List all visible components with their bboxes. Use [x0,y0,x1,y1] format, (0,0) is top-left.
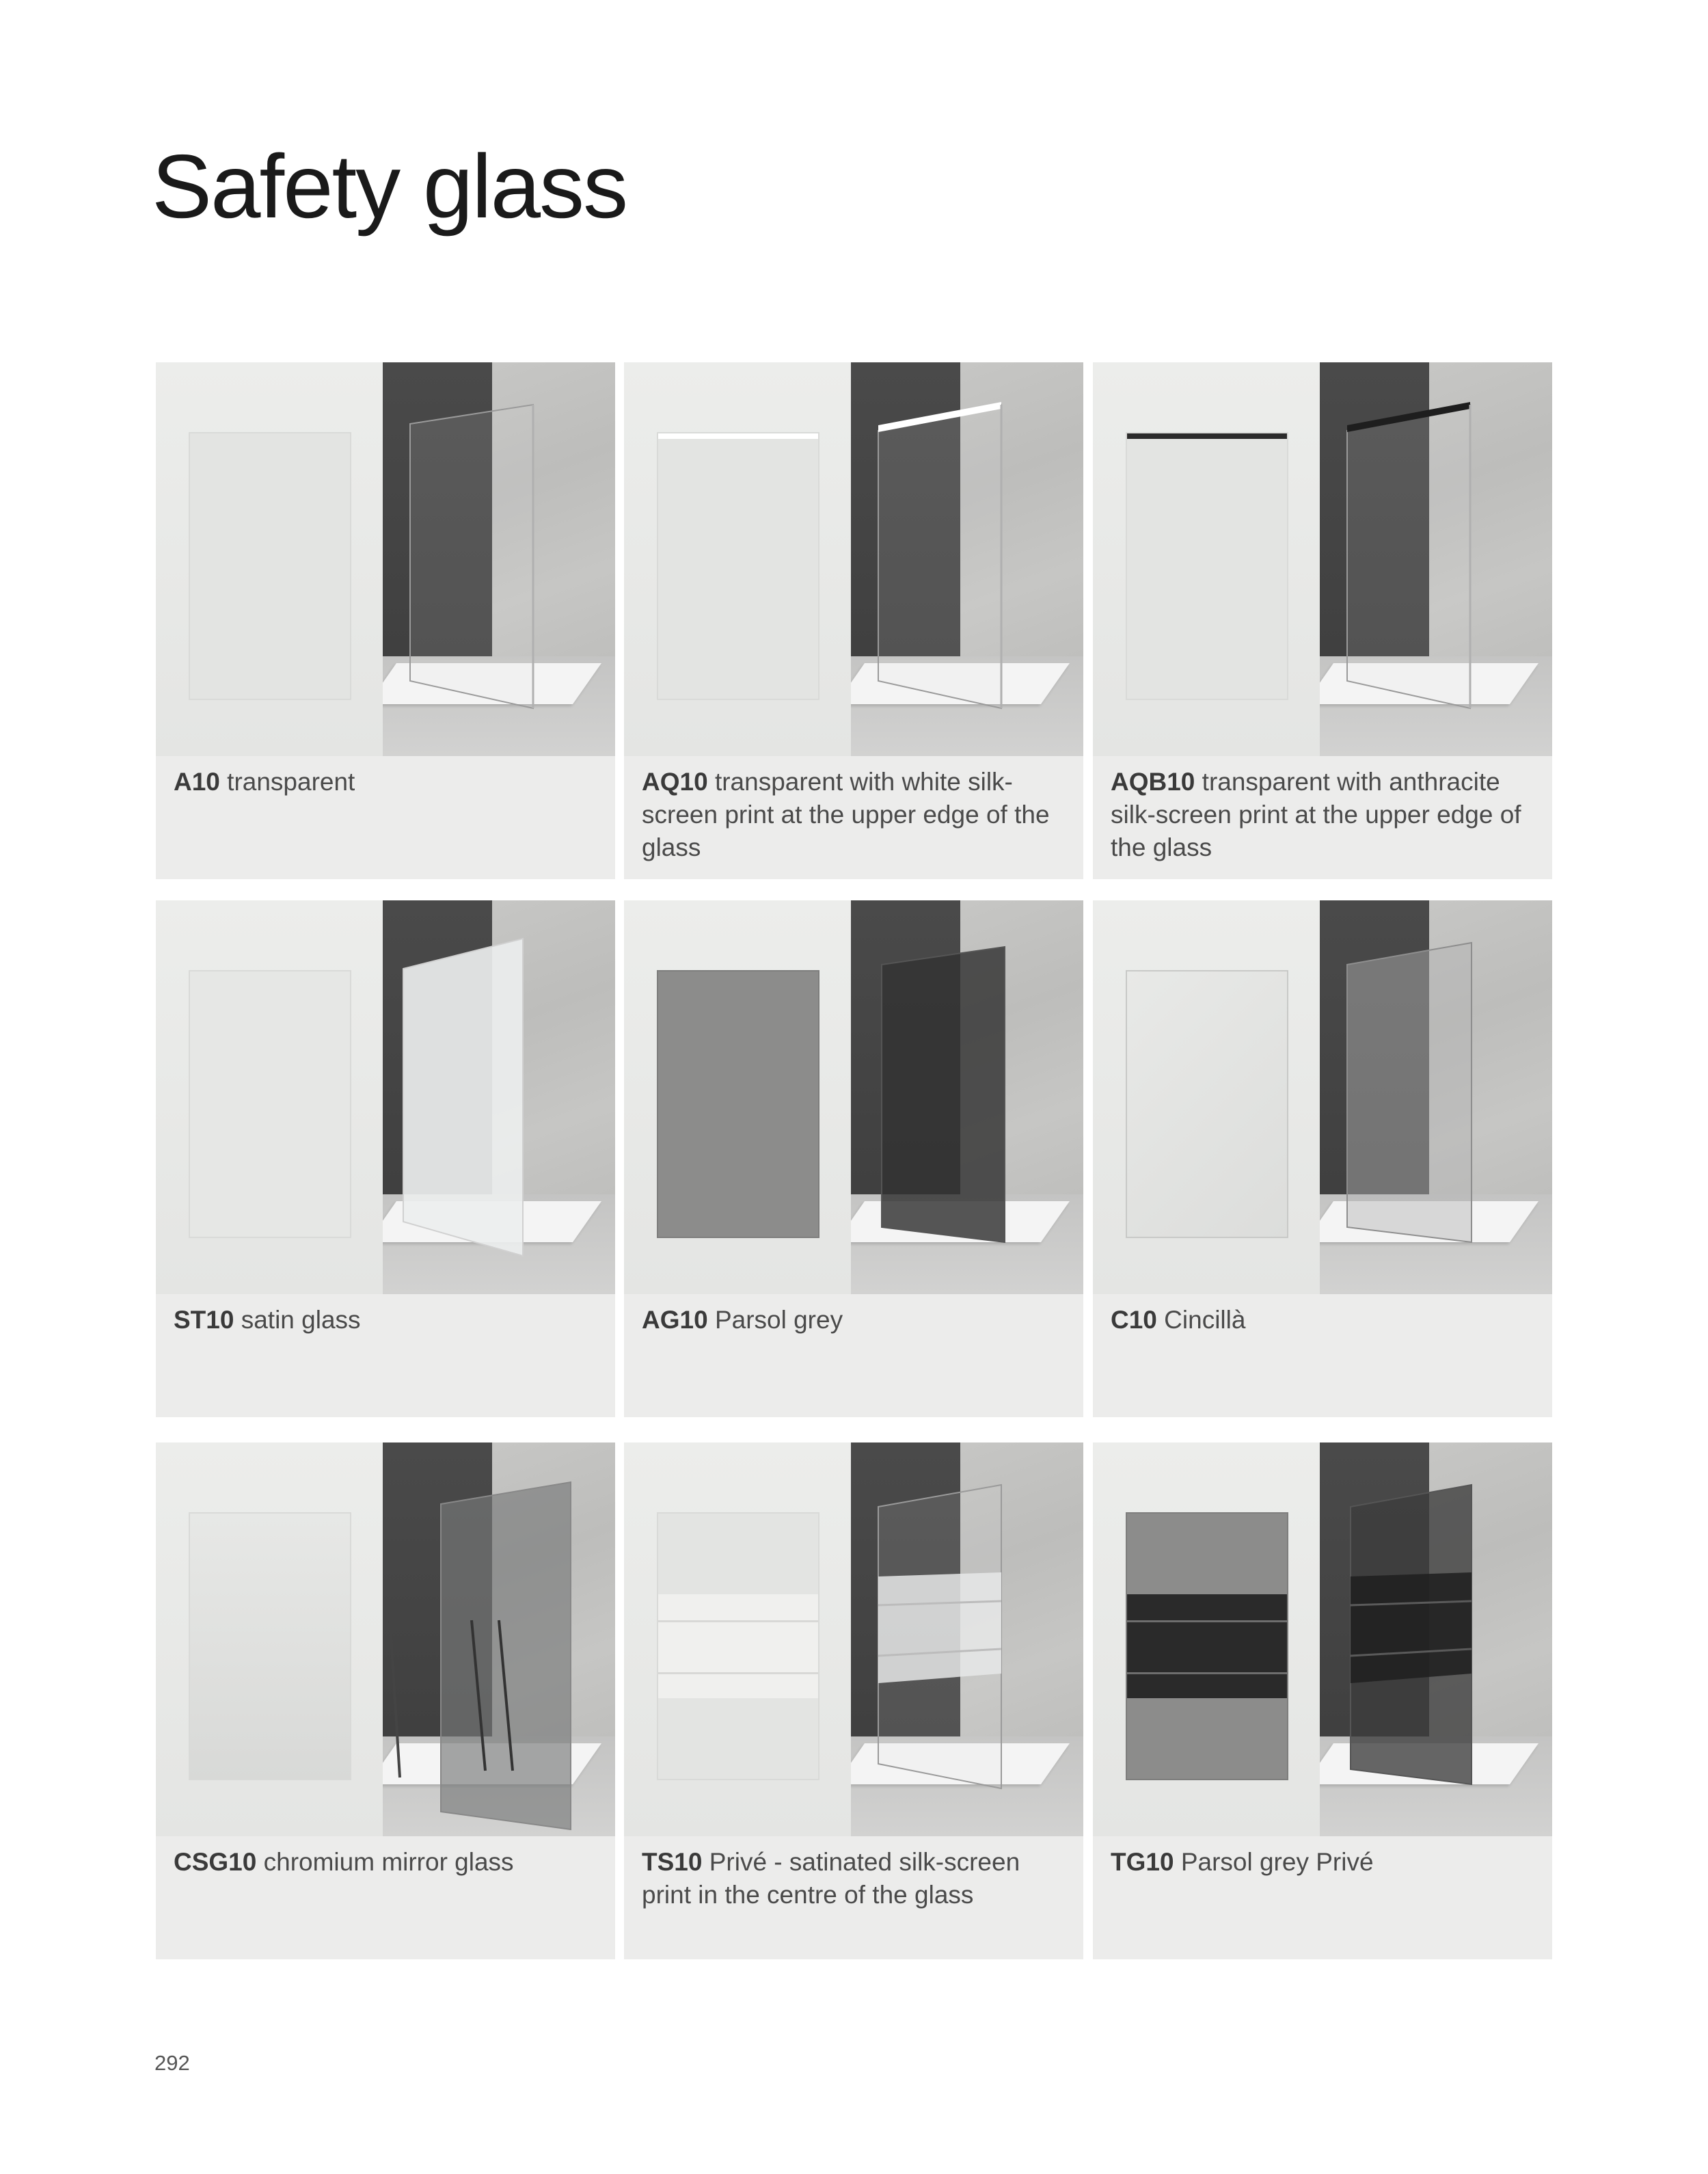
product-description: Parsol grey [714,1306,843,1334]
shower-scene [1320,900,1552,1294]
glass-swatch [189,1512,351,1780]
product-caption [642,1304,1072,1337]
product-card-ts10 [624,1442,1083,1959]
shower-scene [851,1442,1083,1836]
glass-swatch [657,970,819,1238]
product-image [1093,900,1552,1294]
glass-swatch [189,970,351,1238]
product-card-a10 [156,362,615,879]
product-code: AG10 [642,1306,708,1334]
shower-scene [1320,362,1552,756]
product-image [624,362,1083,756]
glass-swatch [1126,432,1288,700]
product-description: Privé - satinated silk-screen print in the centre of the glass [642,1848,1020,1909]
shower-scene [1320,1442,1552,1836]
product-code: CSG10 [174,1848,257,1876]
product-card-ag10 [624,900,1083,1417]
product-description: Parsol grey Privé [1180,1848,1374,1876]
glass-swatch [189,432,351,700]
product-code: AQ10 [642,768,708,796]
product-caption [174,766,604,799]
product-image [156,900,615,1294]
product-card-csg10 [156,1442,615,1959]
product-image [156,362,615,756]
product-description: satin glass [241,1306,361,1334]
product-code: ST10 [174,1306,234,1334]
page-number: 292 [154,2051,190,2075]
product-card-c10 [1093,900,1552,1417]
glass-swatch [1126,970,1288,1238]
product-code: TS10 [642,1848,703,1876]
product-card-tg10 [1093,1442,1552,1959]
page-title: Safety glass [152,136,627,237]
product-caption [642,1846,1072,1911]
product-image [156,1442,615,1836]
shower-scene [383,1442,615,1836]
product-card-st10 [156,900,615,1417]
product-description: chromium mirror glass [263,1848,514,1876]
product-code: A10 [174,768,220,796]
shower-scene [383,900,615,1294]
glass-swatch [1126,1512,1288,1780]
glass-swatch [657,1512,819,1780]
product-image [1093,1442,1552,1836]
product-description: transparent with anthracite silk-screen print at the upper edge of the glass [1111,768,1521,861]
product-caption [174,1846,604,1879]
product-image [1093,362,1552,756]
product-code: C10 [1111,1306,1157,1334]
product-caption [1111,1304,1541,1337]
product-caption [1111,1846,1541,1879]
shower-scene [851,362,1083,756]
product-caption [1111,766,1541,864]
product-image [624,1442,1083,1836]
product-code: TG10 [1111,1848,1174,1876]
product-card-aq10 [624,362,1083,879]
product-code: AQB10 [1111,768,1195,796]
shower-scene [383,362,615,756]
glass-swatch [657,432,819,700]
shower-scene [851,900,1083,1294]
product-description: transparent with white silk-screen print at the upper edge of the glass [642,768,1050,861]
product-caption [174,1304,604,1337]
product-caption [642,766,1072,864]
product-description: transparent [227,768,355,796]
product-description: Cincillà [1164,1306,1246,1334]
product-card-aqb10 [1093,362,1552,879]
product-image [624,900,1083,1294]
